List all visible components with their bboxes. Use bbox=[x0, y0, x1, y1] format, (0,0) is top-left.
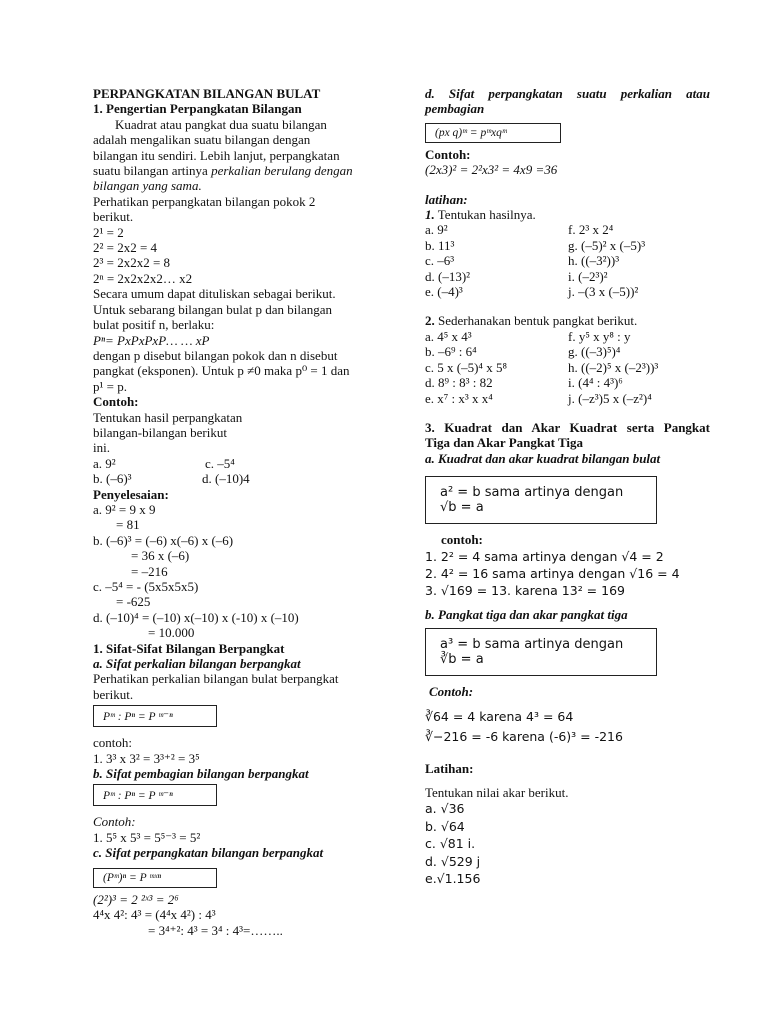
sifat-heading: 1. Sifat-Sifat Bilangan Berpangkat bbox=[93, 640, 285, 656]
contoh-item: d. (–10)4 bbox=[202, 471, 250, 487]
contoh-label: Contoh: bbox=[425, 146, 471, 162]
latihan-akar-item: a. √36 bbox=[425, 801, 465, 817]
latihan-akar-item: c. √81 i. bbox=[425, 836, 476, 852]
exercise-item: c. 5 x (–5)⁴ x 5⁸ bbox=[425, 359, 507, 375]
exercise-item: f. y⁵ x y⁸ : y bbox=[568, 328, 631, 344]
intro-line: bilangan yang sama. bbox=[93, 178, 202, 194]
exercise-item: i. (–2³)² bbox=[568, 268, 608, 284]
exercise-row bbox=[425, 360, 710, 375]
exercise-item: g. (–5)² x (–5)³ bbox=[568, 237, 646, 253]
latihan-akar-item: d. √529 j bbox=[425, 853, 481, 869]
exercise-item: h. ((–2)⁵ x (–2³))³ bbox=[568, 359, 659, 375]
contoh-a-item: 3. √169 = 13. karena 13² = 169 bbox=[425, 582, 625, 598]
general-line: bulat positif n, berlaku: bbox=[93, 317, 215, 333]
intro-line: Kuadrat atau pangkat dua suatu bilangan bbox=[115, 116, 327, 132]
contoh-a-item: 1. 2² = 4 sama artinya dengan √4 = 2 bbox=[425, 548, 664, 564]
exercise-item: c. –6³ bbox=[425, 253, 455, 269]
general-line: dengan p disebut bilangan pokok dan n disebut bbox=[93, 347, 338, 363]
sifat-b-contoh: 1. 5⁵ x 5³ = 5⁵⁻³ = 5² bbox=[93, 829, 201, 845]
general-line: pangkat (eksponen). Untuk p ≠0 maka p⁰ = 1 dan bbox=[93, 363, 350, 379]
exercise-item: a. 4⁵ x 4³ bbox=[425, 328, 472, 344]
penyelesaian-line: = 10.000 bbox=[148, 625, 195, 641]
general-formula: Pⁿ= PxPxPxP… … xP bbox=[93, 332, 210, 348]
sifat-c-heading: c. Sifat perpangkatan bilangan berpangkat bbox=[93, 845, 324, 861]
contoh-item: b. (–6)³ bbox=[93, 471, 132, 487]
left-column bbox=[93, 86, 379, 938]
section-3-heading: Tiga dan Akar Pangkat Tiga bbox=[425, 435, 583, 451]
contoh-item-row bbox=[93, 456, 379, 471]
latihan-akar-label: Latihan: bbox=[425, 761, 474, 777]
exercise-row bbox=[425, 253, 710, 268]
document-title: PERPANGKATAN BILANGAN BULAT bbox=[93, 86, 321, 101]
intro-line: suatu bilangan artinya perkalian berulang dengan bbox=[93, 163, 353, 179]
contoh-line: (2x3)² = 2²x3² = 4x9 =36 bbox=[425, 162, 558, 178]
sifat-c-line: (2²)³ = 2 ²ˣ³ = 2⁶ bbox=[93, 891, 179, 907]
exercise-item: i. (4⁴ : 4³)⁶ bbox=[568, 375, 623, 391]
penyelesaian-line: = -625 bbox=[116, 594, 151, 610]
perhatikan-line: berikut. bbox=[93, 209, 134, 225]
contoh-item-row bbox=[93, 471, 379, 486]
general-line: Untuk sebarang bilangan bulat p dan bilangan bbox=[93, 301, 332, 317]
exercise-item: d. (–13)² bbox=[425, 268, 471, 284]
sifat-a-line: berikut. bbox=[93, 686, 134, 702]
exercise-row bbox=[425, 344, 710, 359]
exercise-row bbox=[425, 222, 710, 237]
intro-paragraph bbox=[93, 117, 379, 194]
contoh-a-item: 2. 4² = 16 sama artinya dengan √16 = 4 bbox=[425, 565, 680, 581]
contoh-b-label: Contoh: bbox=[429, 683, 474, 699]
latihan-1-heading: 1. Tentukan hasilnya. bbox=[425, 207, 536, 223]
latihan-2-list bbox=[425, 329, 710, 406]
power-line: 2³ = 2x2x2 = 8 bbox=[93, 255, 171, 271]
exercise-item: e. x⁷ : x³ x x⁴ bbox=[425, 390, 493, 406]
exercise-item: f. 2³ x 2⁴ bbox=[568, 222, 614, 238]
general-line: Secara umum dapat dituliskan sebagai berikut. bbox=[93, 286, 336, 302]
penyelesaian-line: c. –5⁴ = - (5x5x5x5) bbox=[93, 579, 199, 594]
sifat-c-formula-box: (Pᵐ)ⁿ = P ᵐˣⁿ bbox=[93, 868, 217, 888]
contoh-b-item: ∛−216 = -6 karena (-6)³ = -216 bbox=[425, 729, 623, 745]
contoh-a-label: contoh: bbox=[441, 532, 483, 548]
exercise-item: a. 9² bbox=[425, 222, 448, 238]
contoh-label: Contoh: bbox=[93, 394, 139, 410]
latihan-2-heading: 2. Sederhanakan bentuk pangkat berikut. bbox=[425, 313, 638, 329]
sifat-a-line: Perhatikan perkalian bilangan bulat berpangkat bbox=[93, 671, 339, 687]
intro-line: adalah mengalikan suatu bilangan dengan bbox=[93, 132, 311, 148]
penyelesaian-line: = –216 bbox=[131, 563, 168, 579]
exercise-row bbox=[425, 284, 710, 299]
perhatikan-line: Perhatikan perpangkatan bilangan pokok 2 bbox=[93, 193, 316, 209]
exercise-row bbox=[425, 238, 710, 253]
penyelesaian-label: Penyelesaian: bbox=[93, 486, 169, 502]
contoh-line: Tentukan hasil perpangkatan bbox=[93, 409, 243, 425]
power-line: 2¹ = 2 bbox=[93, 224, 124, 240]
power-line: 2² = 2x2 = 4 bbox=[93, 240, 158, 256]
sub-b-heading: b. Pangkat tiga dan akar pangkat tiga bbox=[425, 606, 628, 622]
power-line: 2ⁿ = 2x2x2x2… x2 bbox=[93, 270, 193, 286]
latihan-2-heading-text: Sederhanakan bentuk pangkat berikut. bbox=[438, 313, 638, 329]
exercise-item: g. ((–3)⁵)⁴ bbox=[568, 344, 621, 360]
latihan-label: latihan: bbox=[425, 191, 468, 207]
contoh-item: c. –5⁴ bbox=[205, 455, 235, 471]
exercise-row bbox=[425, 391, 710, 406]
akar-kuadrat-box: a² = b sama artinya dengan √b = a bbox=[425, 476, 657, 524]
sifat-d-formula-box: (px q)ᵐ = pᵐxqᵐ bbox=[425, 123, 561, 143]
exercise-row bbox=[425, 329, 710, 344]
exercise-item: e. (–4)³ bbox=[425, 284, 463, 300]
sub-a-heading: a. Kuadrat dan akar kuadrat bilangan bulat bbox=[425, 450, 661, 466]
penyelesaian-line: d. (–10)⁴ = (–10) x(–10) x (-10) x (–10) bbox=[93, 609, 299, 625]
contoh-line: bilangan-bilangan berikut bbox=[93, 424, 227, 440]
contoh-item: a. 9² bbox=[93, 455, 116, 471]
exercise-item: j. (–z³)5 x (–z²)⁴ bbox=[568, 390, 652, 406]
exercise-item: h. ((–3²))³ bbox=[568, 253, 620, 269]
sifat-a-heading: a. Sifat perkalian bilangan berpangkat bbox=[93, 656, 301, 672]
contoh-line: ini. bbox=[93, 440, 110, 456]
latihan-akar-item: e.√1.156 bbox=[425, 871, 481, 887]
contoh-b-item: ∛64 = 4 karena 4³ = 64 bbox=[425, 709, 574, 725]
penyelesaian-list bbox=[93, 502, 379, 641]
sifat-d-heading: d. Sifat perpangkatan suatu perkalian atau bbox=[425, 86, 710, 101]
penyelesaian-line: = 36 x (–6) bbox=[131, 548, 190, 564]
exercise-item: b. 11³ bbox=[425, 237, 455, 253]
exercise-item: d. 8⁹ : 8³ : 82 bbox=[425, 375, 493, 391]
sifat-b-heading: b. Sifat pembagian bilangan berpangkat bbox=[93, 766, 309, 782]
sifat-a-formula-box: Pᵐ : Pⁿ = P ᵐ⁻ⁿ bbox=[93, 705, 217, 727]
general-line: p¹ = p. bbox=[93, 378, 127, 394]
right-column bbox=[425, 86, 710, 888]
akar-pangkat-tiga-box: a³ = b sama artinya dengan ∛b = a bbox=[425, 628, 657, 676]
latihan-1-heading-text: Tentukan hasilnya. bbox=[437, 207, 536, 223]
exercise-row bbox=[425, 269, 710, 284]
latihan-akar-intro: Tentukan nilai akar berikut. bbox=[425, 784, 569, 800]
section-3-heading: 3. Kuadrat dan Akar Kuadrat serta Pangkat bbox=[425, 419, 710, 435]
exercise-item: j. –(3 x (–5))² bbox=[568, 284, 639, 300]
penyelesaian-line: a. 9² = 9 x 9 bbox=[93, 501, 156, 517]
latihan-1-list bbox=[425, 222, 710, 299]
sifat-b-contoh-label: Contoh: bbox=[93, 814, 136, 830]
section-1-heading: 1. Pengertian Perpangkatan Bilangan bbox=[93, 101, 302, 117]
intro-line: bilangan itu sendiri. Lebih lanjut, perpangkatan bbox=[93, 147, 340, 163]
sifat-c-line: 4⁴x 4²: 4³ = (4⁴x 4²) : 4³ bbox=[93, 907, 216, 923]
exercise-row bbox=[425, 375, 710, 390]
penyelesaian-line: = 81 bbox=[116, 517, 140, 533]
sifat-b-formula-box: Pᵐ : Pⁿ = P ᵐ⁻ⁿ bbox=[93, 784, 217, 806]
latihan-akar-item: b. √64 bbox=[425, 818, 465, 834]
exercise-item: b. –6⁹ : 6⁴ bbox=[425, 344, 477, 360]
sifat-a-contoh: 1. 3³ x 3² = 3³⁺² = 3⁵ bbox=[93, 750, 200, 766]
sifat-c-line: = 3⁴⁺²: 4³ = 3⁴ : 4³=…….. bbox=[148, 922, 283, 938]
sifat-a-contoh-label: contoh: bbox=[93, 735, 132, 751]
sifat-d-heading: pembagian bbox=[425, 101, 485, 117]
penyelesaian-line: b. (–6)³ = (–6) x(–6) x (–6) bbox=[93, 532, 234, 548]
